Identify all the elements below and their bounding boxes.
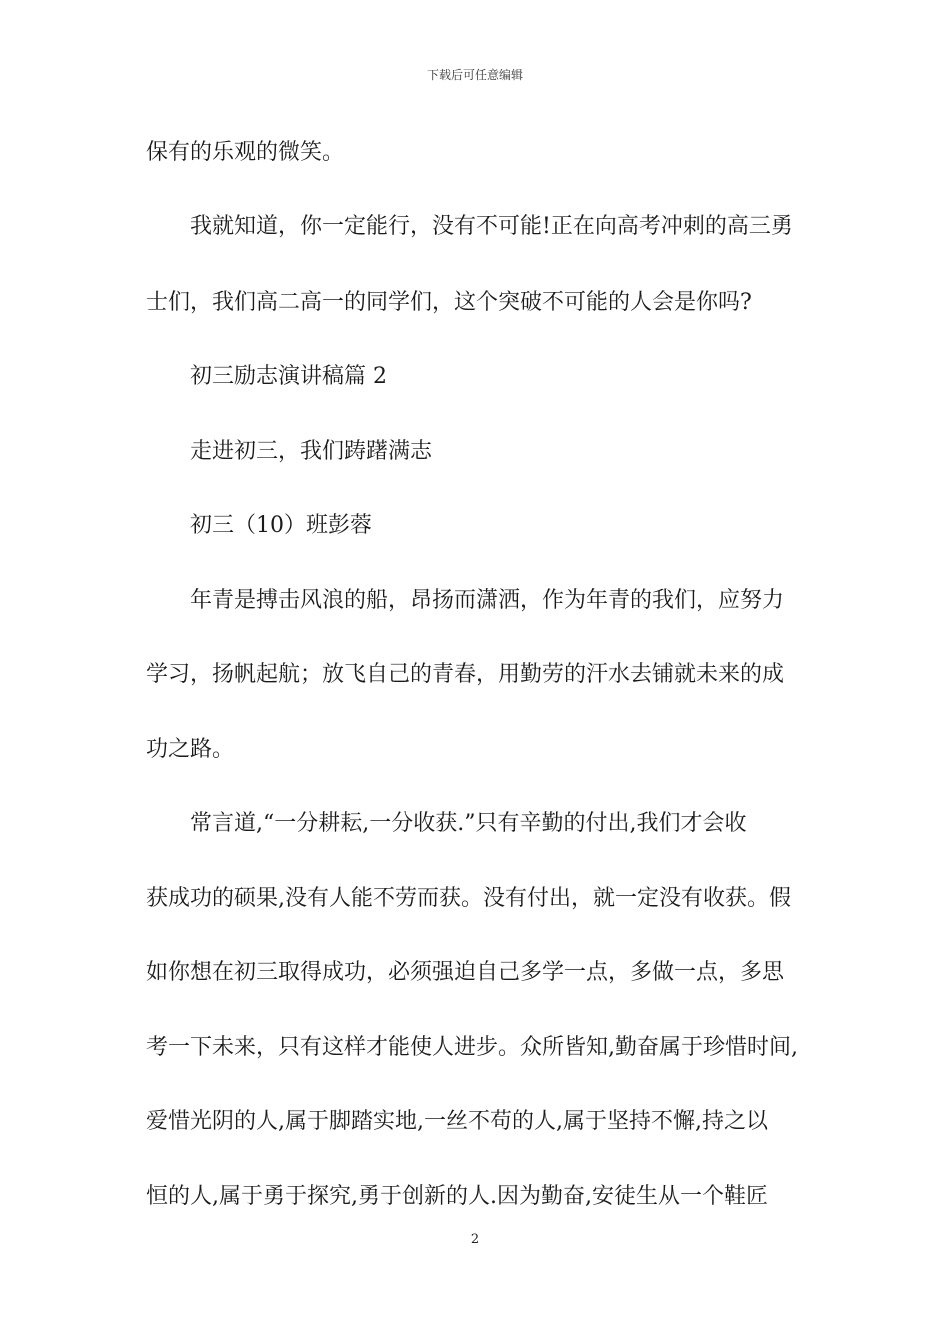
text-line: 获成功的硕果,没有人能不劳而获。没有付出，就一定没有收获。假 xyxy=(146,886,791,911)
text-line: 士们，我们高二高一的同学们，这个突破不可能的人会是你吗? xyxy=(146,290,752,315)
text-line: 功之路。 xyxy=(146,737,235,762)
text-line: 我就知道，你一定能行，没有不可能!正在向高考冲刺的高三勇 xyxy=(190,214,793,239)
text-line: 恒的人,属于勇于探究,勇于创新的人.因为勤奋,安徒生从一个鞋匠 xyxy=(146,1184,768,1209)
text-line: 年青是搏击风浪的船，昂扬而潇洒，作为年青的我们，应努力 xyxy=(190,588,785,613)
text-line: 保有的乐观的微笑。 xyxy=(146,140,345,165)
text-line: 爱惜光阴的人,属于脚踏实地,一丝不苟的人,属于坚持不懈,持之以 xyxy=(146,1109,768,1134)
speech-author: 初三（10）班彭蓉 xyxy=(190,513,372,538)
text-line: 考一下未来，只有这样才能使人进步。众所皆知,勤奋属于珍惜时间, xyxy=(146,1035,798,1060)
speech-title: 走进初三，我们踌躇满志 xyxy=(190,439,433,464)
page-number: 2 xyxy=(470,1232,480,1247)
text-line: 常言道,“一分耕耘,一分收获.”只有辛勤的付出,我们才会收 xyxy=(190,811,747,836)
section-heading: 初三励志演讲稿篇 2 xyxy=(190,364,387,389)
text-line: 如你想在初三取得成功，必须强迫自己多学一点，多做一点，多思 xyxy=(146,960,785,985)
text-line: 学习，扬帆起航；放飞自己的青春，用勤劳的汗水去铺就未来的成 xyxy=(146,662,785,687)
page-header: 下载后可任意编辑 xyxy=(426,68,523,82)
